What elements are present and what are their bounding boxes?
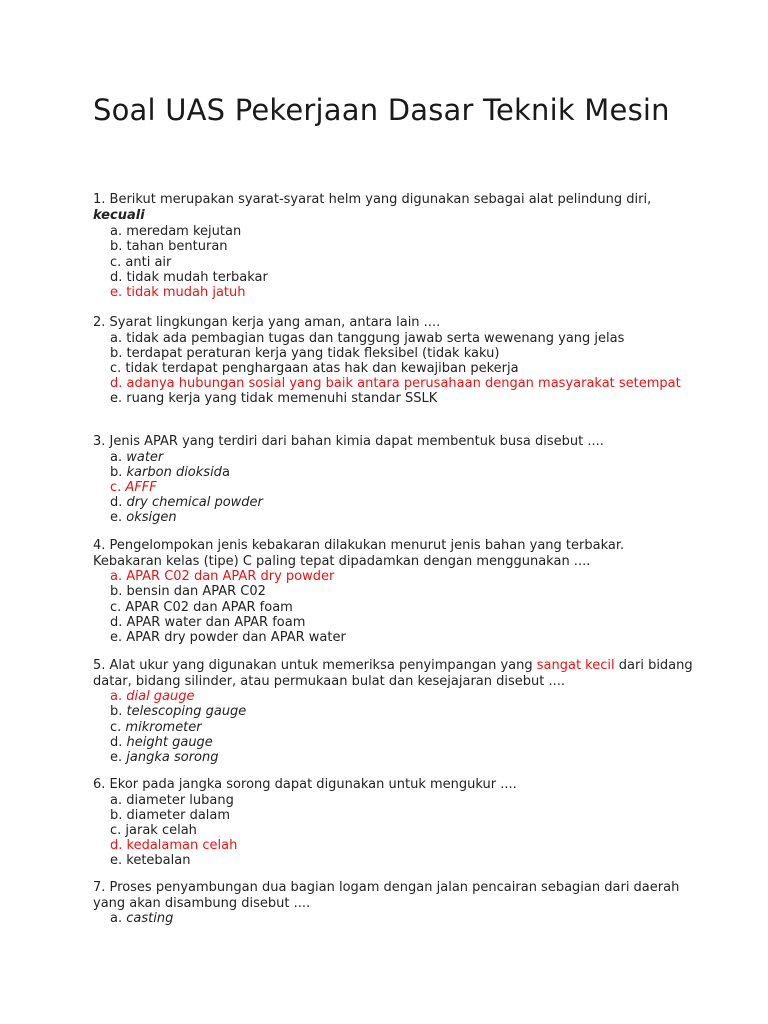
- question-2: [93, 315, 693, 407]
- question-5: [93, 658, 693, 765]
- option-e: e. ketebalan: [110, 853, 191, 869]
- option-c: c. tidak terdapat penghargaan atas hak dan kewajiban pekerja: [110, 361, 519, 376]
- option-b: b. bensin dan APAR C02: [110, 584, 266, 600]
- option-a-answer: a. dial gauge: [110, 689, 195, 705]
- option-a: a. diameter lubang: [110, 792, 234, 808]
- question-stem: [93, 192, 693, 223]
- option-c: c. mikrometer: [110, 719, 202, 735]
- option-e-answer: e. tidak mudah jatuh: [110, 285, 246, 300]
- option-a: a. tidak ada pembagian tugas dan tanggung jawab serta wewenang yang jelas: [110, 330, 625, 346]
- option-b: b. diameter dalam: [110, 807, 231, 823]
- question-6: [93, 777, 693, 869]
- stem-text: 5. Alat ukur yang digunakan untuk memeriksa penyimpangan yang: [93, 658, 537, 673]
- option-d: d. tidak mudah terbakar: [110, 269, 268, 285]
- question-1: [93, 192, 693, 300]
- page-title: Soal UAS Pekerjaan Dasar Teknik Mesin: [93, 93, 670, 127]
- option-c: c. APAR C02 dan APAR foam: [110, 599, 293, 615]
- option-e: e. oksigen: [110, 510, 177, 526]
- question-stem: 2. Syarat lingkungan kerja yang aman, antara lain ....: [93, 315, 441, 330]
- option-c-answer: c. AFFF: [110, 480, 157, 495]
- question-7: [93, 880, 693, 926]
- option-d: d. APAR water dan APAR foam: [110, 614, 306, 630]
- question-stem: 6. Ekor pada jangka sorong dapat digunakan untuk mengukur ....: [93, 777, 517, 792]
- question-stem: [93, 658, 693, 689]
- option-c: c. anti air: [110, 254, 172, 270]
- stem-highlight: sangat kecil: [536, 658, 615, 673]
- option-d: d. height gauge: [110, 734, 213, 750]
- option-d: d. dry chemical powder: [110, 495, 263, 511]
- question-stem: 7. Proses penyambungan dua bagian logam dengan jalan pencairan sebagian dari daerah yang akan disambung disebut ....: [93, 880, 680, 911]
- option-d-answer: d. adanya hubungan sosial yang baik antara perusahaan dengan masyarakat setempat: [110, 376, 681, 392]
- question-4: [93, 538, 693, 645]
- option-e: e. ruang kerja yang tidak memenuhi standar SSLK: [110, 391, 438, 407]
- question-stem: 3. Jenis APAR yang terdiri dari bahan kimia dapat membentuk busa disebut ....: [93, 434, 604, 449]
- option-c: c. jarak celah: [110, 823, 197, 838]
- option-a: a. casting: [110, 911, 174, 927]
- question-stem: 4. Pengelompokan jenis kebakaran dilakukan menurut jenis bahan yang terbakar. Kebakaran kelas (tipe) C paling tepat dipadamkan dengan menggunakan ....: [93, 538, 625, 569]
- stem-text: dari bidang datar, bidang silinder, atau permukaan bulat dan kesejajaran disebut ....: [93, 658, 693, 689]
- option-b: b. karbon dioksida: [110, 464, 230, 480]
- option-d-answer: d. kedalaman celah: [110, 838, 238, 854]
- question-3: [93, 434, 693, 526]
- stem-text: 1. Berikut merupakan syarat-syarat helm yang digunakan sebagai alat pelindung diri,: [93, 192, 652, 207]
- option-a: a. meredam kejutan: [110, 224, 242, 240]
- option-a: a. water: [110, 449, 164, 465]
- stem-emphasis: kecuali: [93, 207, 145, 223]
- option-a-answer: a. APAR C02 dan APAR dry powder: [110, 569, 335, 585]
- option-b: b. tahan benturan: [110, 239, 228, 255]
- option-b: b. terdapat peraturan kerja yang tidak fleksibel (tidak kaku): [110, 345, 500, 361]
- option-e: e. jangka sorong: [110, 750, 219, 765]
- option-b: b. telescoping gauge: [110, 704, 247, 720]
- option-e: e. APAR dry powder dan APAR water: [110, 630, 346, 645]
